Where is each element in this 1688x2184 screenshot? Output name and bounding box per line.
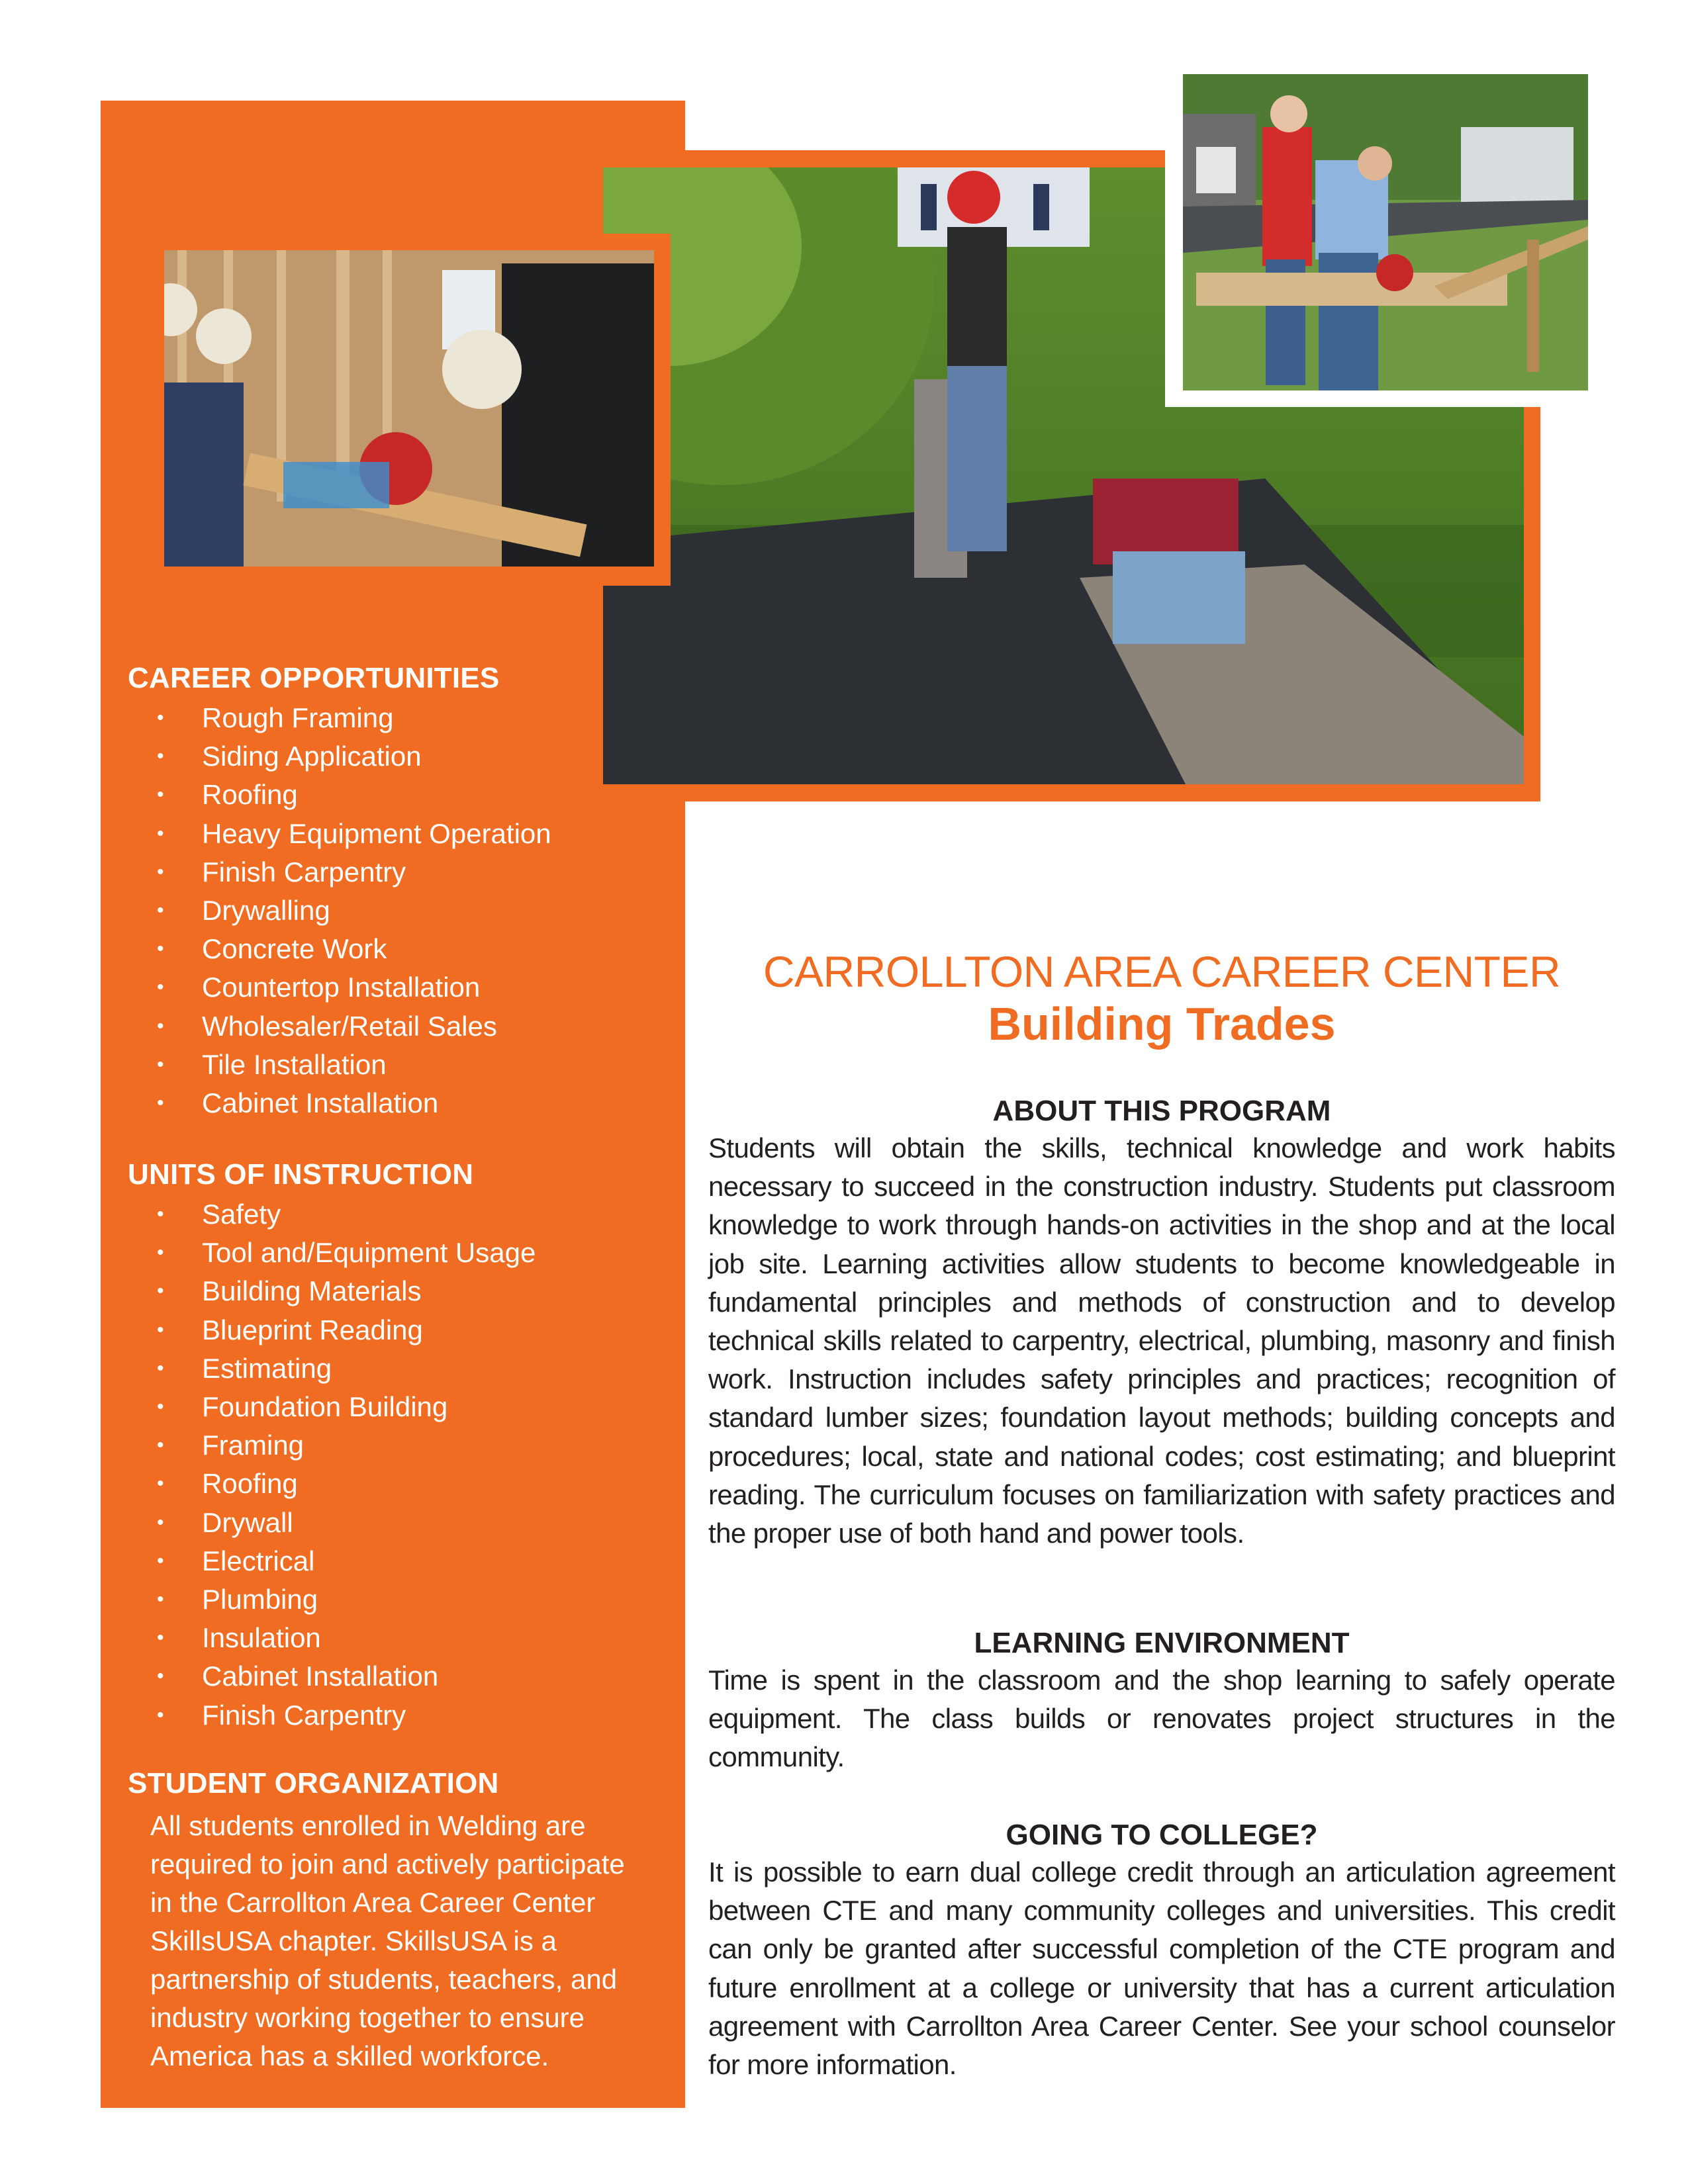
student-organization-section [128,1766,671,2075]
bullet-icon: • [157,822,164,844]
bullet-icon: • [157,1015,164,1037]
bullet-icon: • [157,976,164,999]
bullet-icon: • [157,1473,164,1495]
bullet-icon: • [157,1665,164,1688]
list-item: • Drywalling [128,891,671,930]
bullet-icon: • [157,1242,164,1264]
title-block [708,946,1615,1051]
bullet-icon: • [157,1396,164,1418]
bullet-icon: • [157,938,164,960]
program-title: Building Trades [988,998,1336,1050]
list-item: • Drywall [128,1504,671,1542]
career-opportunities-section [128,660,671,1122]
list-item: • Siding Application [128,737,671,776]
bullet-icon: • [157,1092,164,1115]
list-item: • Heavy Equipment Operation [128,815,671,853]
units-of-instruction-section [128,1157,671,1735]
bullet-icon: • [157,1511,164,1533]
list-item: • Electrical [128,1542,671,1580]
learning-environment-heading: LEARNING ENVIRONMENT [974,1627,1350,1659]
units-of-instruction-heading: UNITS OF INSTRUCTION [128,1158,474,1191]
bullet-icon: • [157,899,164,922]
list-item: • Countertop Installation [128,968,671,1007]
list-item: • Building Materials [128,1272,671,1310]
list-item: • Cabinet Installation [128,1084,671,1122]
about-program-body: Students will obtain the skills, technical knowledge and work habits necessary to succeed in the construction industry. Students put classroom knowledge to work through hands-on activities in the shop and at the local job site. Learning activities allow students to become knowledgeable in fundamental principles and methods of construction and to develop technical skills related to carpentry, electrical, plumbing, masonry and finish work. Instruction includes safety principles and practices; recognition of standard lumber sizes; foundation layout methods; building concepts and procedures; local, state and national codes; cost estimating; and blueprint reading. The curriculum focuses on familiarization with safety practices and the proper use of both hand and power tools. [708,1132,1615,1549]
list-item: • Roofing [128,776,671,814]
list-item: • Finish Carpentry [128,1696,671,1735]
student-organization-heading: STUDENT ORGANIZATION [128,1767,499,1799]
list-item: • Finish Carpentry [128,853,671,891]
about-program-heading: ABOUT THIS PROGRAM [992,1095,1331,1127]
bullet-icon: • [157,745,164,768]
bullet-icon: • [157,1627,164,1649]
bullet-icon: • [157,707,164,729]
list-item: • Safety [128,1195,671,1234]
list-item: • Tool and/Equipment Usage [128,1234,671,1272]
going-to-college-section [708,1817,1615,2084]
going-to-college-heading: GOING TO COLLEGE? [1006,1819,1318,1851]
bullet-icon: • [157,1434,164,1457]
bullet-icon: • [157,1357,164,1379]
list-item: • Insulation [128,1619,671,1657]
career-opportunities-heading: CAREER OPPORTUNITIES [128,662,500,694]
learning-environment-body: Time is spent in the classroom and the shop learning to safely operate equipment. The class builds or renovates project structures in the community. [708,1664,1615,1773]
outdoor-photo [1183,74,1588,390]
list-item: • Estimating [128,1349,671,1388]
list-item: • Wholesaler/Retail Sales [128,1007,671,1046]
learning-environment-section [708,1625,1615,1777]
list-item: • Roofing [128,1465,671,1503]
bullet-icon: • [157,1549,164,1572]
student-organization-body: All students enrolled in Welding are required to join and actively participate in the Carrollton Area Career Center SkillsUSA chapter. SkillsUSA is a partnership of students, teachers, and industry working together to ensure America has a skilled workforce. [150,1810,625,2071]
bullet-icon: • [157,1053,164,1075]
bullet-icon: • [157,784,164,806]
bullet-icon: • [157,1280,164,1302]
about-program-section [708,1093,1615,1553]
units-of-instruction-list [128,1195,671,1735]
list-item: • Rough Framing [128,699,671,737]
list-item: • Foundation Building [128,1388,671,1426]
saw-photo [164,250,654,567]
school-name: CARROLLTON AREA CAREER CENTER [763,947,1561,996]
bullet-icon: • [157,860,164,883]
career-opportunities-list [128,699,671,1122]
going-to-college-body: It is possible to earn dual college credit through an articulation agreement between CTE and many community colleges and universities. This credit can only be granted after successful completion of the CTE program and future enrollment at a college or university that has a current articulation agreement with Carrollton Area Career Center. See your school counselor for more information. [708,1856,1615,2081]
list-item: • Framing [128,1426,671,1465]
list-item: • Plumbing [128,1580,671,1619]
list-item: • Tile Installation [128,1046,671,1084]
list-item: • Concrete Work [128,930,671,968]
bullet-icon: • [157,1318,164,1341]
list-item: • Blueprint Reading [128,1311,671,1349]
bullet-icon: • [157,1588,164,1611]
bullet-icon: • [157,1704,164,1726]
list-item: • Cabinet Installation [128,1657,671,1696]
bullet-icon: • [157,1203,164,1225]
